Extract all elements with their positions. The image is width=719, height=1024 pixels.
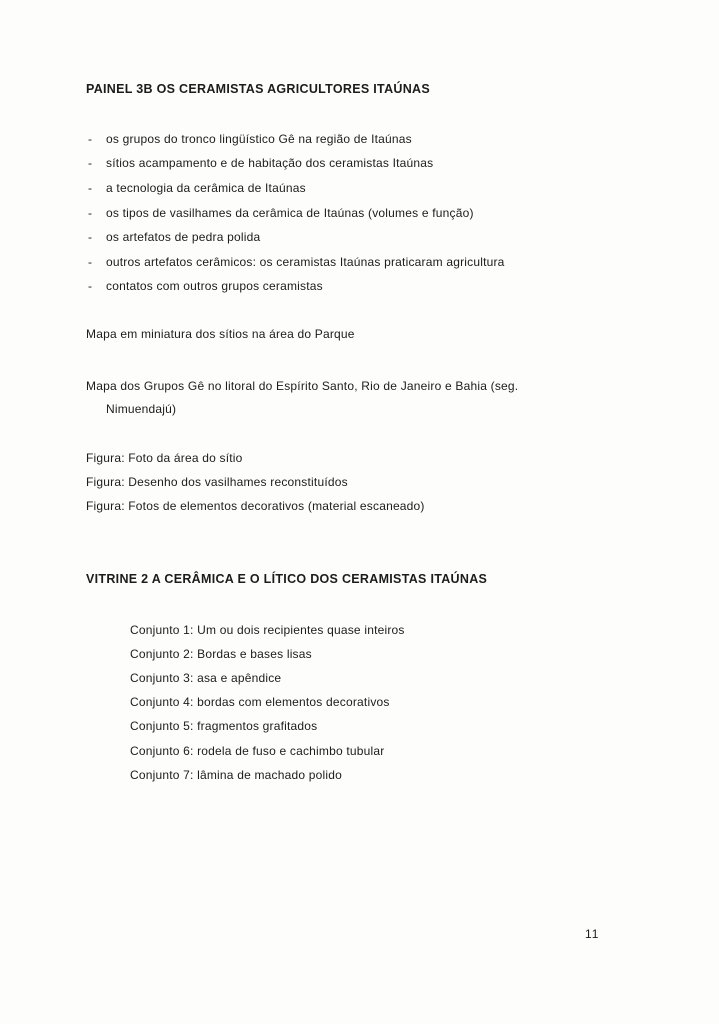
bullet-item: os tipos de vasilhames da cerâmica de Itaúnas (volumes e função)	[106, 206, 474, 220]
figure-item: Figura: Desenho dos vasilhames reconstituídos	[86, 475, 348, 489]
map-miniature-caption: Mapa em miniatura dos sítios na área do Parque	[86, 327, 355, 341]
bullet-marker: -	[88, 181, 92, 195]
bullet-marker: -	[88, 230, 92, 244]
bullet-marker: -	[88, 279, 92, 293]
set-item: Conjunto 1: Um ou dois recipientes quase inteiros	[130, 623, 405, 637]
page-number: 11	[585, 927, 600, 941]
set-item: Conjunto 7: lâmina de machado polido	[130, 768, 343, 782]
vitrine-title: VITRINE 2 A CERÂMICA E O LÍTICO DOS CERAMISTAS ITAÚNAS	[86, 572, 488, 586]
bullet-item: sítios acampamento e de habitação dos ceramistas Itaúnas	[106, 156, 434, 170]
bullet-item: contatos com outros grupos ceramistas	[106, 279, 323, 293]
map-groups-caption: Mapa dos Grupos Gê no litoral do Espírito Santo, Rio de Janeiro e Bahia (seg.	[86, 379, 519, 393]
set-item: Conjunto 2: Bordas e bases lisas	[130, 647, 312, 661]
set-item: Conjunto 3: asa e apêndice	[130, 671, 282, 685]
bullet-marker: -	[88, 206, 92, 220]
map-groups-caption-continued: Nimuendajú)	[106, 402, 177, 416]
set-item: Conjunto 6: rodela de fuso e cachimbo tubular	[130, 744, 385, 758]
bullet-item: a tecnologia da cerâmica de Itaúnas	[106, 181, 306, 195]
bullet-marker: -	[88, 255, 92, 269]
bullet-item: outros artefatos cerâmicos: os ceramistas Itaúnas praticaram agricultura	[106, 255, 505, 269]
figure-item: Figura: Fotos de elementos decorativos (material escaneado)	[86, 499, 425, 513]
figure-item: Figura: Foto da área do sítio	[86, 451, 243, 465]
bullet-item: os grupos do tronco lingüístico Gê na região de Itaúnas	[106, 132, 412, 146]
panel-title: PAINEL 3B OS CERAMISTAS AGRICULTORES ITAÚNAS	[86, 82, 431, 96]
set-item: Conjunto 4: bordas com elementos decorativos	[130, 695, 390, 709]
bullet-marker: -	[88, 132, 92, 146]
bullet-marker: -	[88, 156, 92, 170]
set-item: Conjunto 5: fragmentos grafitados	[130, 719, 318, 733]
bullet-item: os artefatos de pedra polida	[106, 230, 261, 244]
